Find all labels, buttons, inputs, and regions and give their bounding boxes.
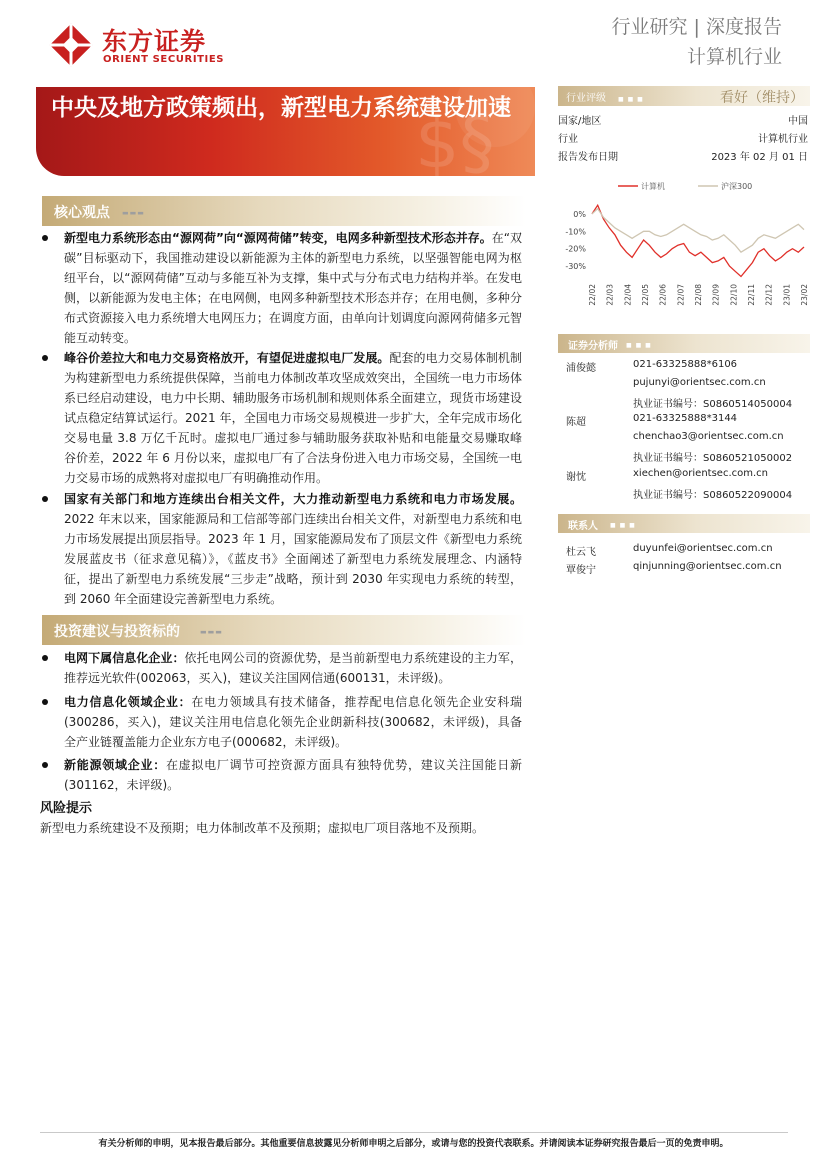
core-section-title: 核心观点 [54, 205, 110, 221]
x-tick-label: 22/04 [623, 284, 633, 306]
analyst-email[interactable]: xiechen@orientsec.com.cn [633, 468, 769, 479]
core-point-heading: 峰谷价差拉大和电力交易资格放开，有望促进虚拟电厂发展。 [64, 351, 390, 365]
x-tick-label: 22/02 [588, 284, 597, 306]
bullet-icon [42, 699, 48, 705]
series-line [592, 205, 804, 276]
company-name-cn: 东方证券 [102, 27, 207, 56]
x-tick-label: 23/02 [800, 284, 809, 306]
y-tick-label: -10% [565, 227, 586, 237]
x-tick-label: 22/06 [658, 284, 668, 306]
series-line [592, 209, 804, 253]
legend-label: 计算机 [641, 182, 665, 191]
analyst-phone: 021-63325888*6106 [633, 359, 738, 370]
invest-point-heading: 新能源领域企业： [64, 758, 166, 772]
core-point-text: 2022 年末以来，国家能源局和工信部等部门连续出台相关文件，对新型电力系统和电力市场发展提出顶层指导。2023 年 1 月，国家能源局发布了顶层文件《新型电力系统发展蓝皮书（征求意见稿）》，《蓝皮书》全面阐述了新型电力系统发展理念、内涵特征，提出了新型电力系统发展“三步走”战略，预计到 2030 年实现电力系统的转型，到 2060 年全面建设完善新型电力系统。 [64, 512, 522, 606]
core-point-text: 配套的电力交易体制机制为构建新型电力系统提供保障，当前电力体制改革攻坚成效突出，全国统一电力市场体系已经启动建设，电力中长期、辅助服务市场机制和规则体系全面建立，现货市场建设试点稳定结算试运行。2021 年，全国电力市场交易规模进一步扩大，全年完成市场化交易电量 3.8 万亿千瓦时。虚拟电厂通过参与辅助服务获取补贴和电能量交易赚取峰谷价差，2022 年 6 月份以来，虚拟电厂有了合法身份进入电力市场交易，全国统一电力交易市场的成熟将对虚拟电厂有明确推动作用。 [64, 351, 522, 485]
info-row-industry [558, 130, 808, 148]
analyst-name: 陈超 [566, 417, 586, 428]
invest-point-text: 在虚拟电厂调节可控资源方面具有独特优势，建议关注国能日新(301162，未评级)。 [64, 758, 522, 792]
section-dots-icon: ▬▬▬ [200, 628, 223, 636]
invest-point [64, 648, 522, 688]
info-value: 2023 年 02 月 01 日 [711, 152, 808, 163]
core-point-text: 在“双碳”目标驱动下，我国推动建设以新能源为主体的新型电力系统，以坚强智能电网为枢纽平台，以“源网荷储”互动与多能互补为支撑，集中式与分布式电力结构并举。在发电侧，以新能源为发电主体；在电网侧，电网多种新型技术形态并存；在用电侧，多种分布式资源接入电力系统增大电网压力；在调度方面，由单向计划调度向源网荷储多元智能互动转变。 [64, 231, 522, 345]
disclaimer-footer: 有关分析师的申明，见本报告最后部分。其他重要信息披露见分析师申明之后部分，或请与您的投资代表联系。并请阅读本证券研究报告最后一页的免责申明。 [98, 1139, 729, 1149]
analyst-section-header [558, 334, 810, 353]
title-banner [36, 87, 535, 176]
contact-section-header [558, 514, 810, 533]
company-logo [48, 18, 228, 70]
analyst-name: 浦俊懿 [566, 363, 596, 374]
contact-name: 杜云飞 [566, 547, 596, 558]
section-dots-icon: ■ ■ ■ [610, 522, 636, 529]
info-value: 计算机行业 [758, 134, 808, 145]
info-row-region [558, 112, 808, 130]
invest-point-heading: 电网下属信息化企业： [64, 651, 185, 665]
contact-email[interactable]: qinjunning@orientsec.com.cn [633, 561, 782, 572]
y-tick-label: 0% [573, 209, 586, 219]
svg-text:$§: $§ [415, 102, 495, 176]
invest-point [64, 692, 522, 752]
analyst-email[interactable]: pujunyi@orientsec.com.cn [633, 377, 766, 388]
risk-text: 新型电力系统建设不及预期；电力体制改革不及预期；虚拟电厂项目落地不及预期。 [40, 821, 485, 835]
core-section-header [42, 196, 526, 226]
x-tick-label: 22/09 [711, 284, 721, 306]
rating-value: 看好（维持） [720, 90, 804, 106]
company-name-en: ORIENT SECURITIES [103, 54, 225, 65]
rating-label: 行业评级 [566, 93, 606, 104]
report-title: 中央及地方政策频出，新型电力系统建设加速 [51, 95, 511, 121]
analyst-phone: 021-63325888*3144 [633, 413, 738, 424]
contact-name: 覃俊宁 [566, 565, 596, 576]
info-value: 中国 [788, 116, 808, 127]
info-key: 行业 [558, 134, 578, 145]
core-point [64, 228, 522, 348]
report-type: 行业研究 | 深度报告 [611, 16, 782, 38]
rating-dots-icon: ■ ■ ■ [618, 96, 644, 103]
x-tick-label: 22/11 [747, 284, 756, 306]
x-tick-label: 22/12 [764, 284, 774, 306]
x-tick-label: 22/08 [694, 284, 703, 306]
relative-performance-chart [558, 172, 810, 322]
x-tick-label: 23/01 [782, 284, 792, 306]
contact-email[interactable]: duyunfei@orientsec.com.cn [633, 543, 773, 554]
risk-title: 风险提示 [40, 801, 93, 816]
y-tick-label: -30% [565, 262, 586, 272]
invest-point [64, 755, 522, 795]
x-tick-label: 22/07 [676, 284, 686, 306]
info-row-date [558, 148, 808, 166]
analyst-section-title: 证券分析师 [568, 341, 618, 352]
bullet-icon [42, 235, 48, 241]
analyst-cert: 执业证书编号：S0860521050002 [633, 453, 793, 464]
rating-bar [558, 86, 810, 106]
orient-logo-icon [48, 22, 94, 68]
x-tick-label: 22/05 [641, 284, 650, 306]
footer-divider [40, 1132, 788, 1133]
bullet-icon [42, 762, 48, 768]
invest-point-text: 依托电网公司的资源优势，是当前新型电力系统建设的主力军，推荐远光软件(002063，买入)，建议关注国网信通(600131，未评级)。 [64, 651, 522, 685]
invest-section-title: 投资建议与投资标的 [54, 624, 180, 640]
core-point-heading: 国家有关部门和地方连续出台相关文件，大力推动新型电力系统和电力市场发展。 [64, 492, 522, 506]
core-point-heading: 新型电力系统形态由“源网荷”向“源网荷储”转变，电网多种新型技术形态并存。 [64, 231, 492, 245]
analyst-email[interactable]: chenchao3@orientsec.com.cn [633, 431, 784, 442]
invest-point-heading: 电力信息化领域企业： [64, 695, 192, 709]
bullet-icon [42, 355, 48, 361]
core-point [64, 348, 522, 488]
x-tick-label: 22/10 [729, 284, 739, 306]
info-key: 国家/地区 [558, 116, 602, 127]
invest-point-text: 在电力领域具有技术储备，推荐配电信息化领先企业安科瑞(300286，买入)，建议关注用电信息化领先企业朗新科技(300682，未评级)，具备全产业链覆盖能力企业东方电子(000682，未评级)。 [64, 695, 522, 749]
report-industry: 计算机行业 [686, 46, 782, 68]
analyst-cert: 执业证书编号：S0860514050004 [633, 399, 793, 410]
analyst-cert: 执业证书编号：S0860522090004 [633, 490, 793, 501]
section-dots-icon: ■ ■ ■ [626, 342, 652, 349]
contact-section-title: 联系人 [568, 521, 598, 532]
x-tick-label: 22/03 [605, 284, 615, 306]
core-point [64, 489, 522, 609]
legend-label: 沪深300 [721, 182, 753, 191]
bullet-icon [42, 496, 48, 502]
invest-section-header [42, 615, 526, 645]
bullet-icon [42, 655, 48, 661]
section-dots-icon: ▬▬▬ [122, 209, 145, 217]
info-key: 报告发布日期 [558, 152, 618, 163]
y-tick-label: -20% [565, 244, 586, 254]
analyst-name: 谢忱 [566, 472, 586, 483]
